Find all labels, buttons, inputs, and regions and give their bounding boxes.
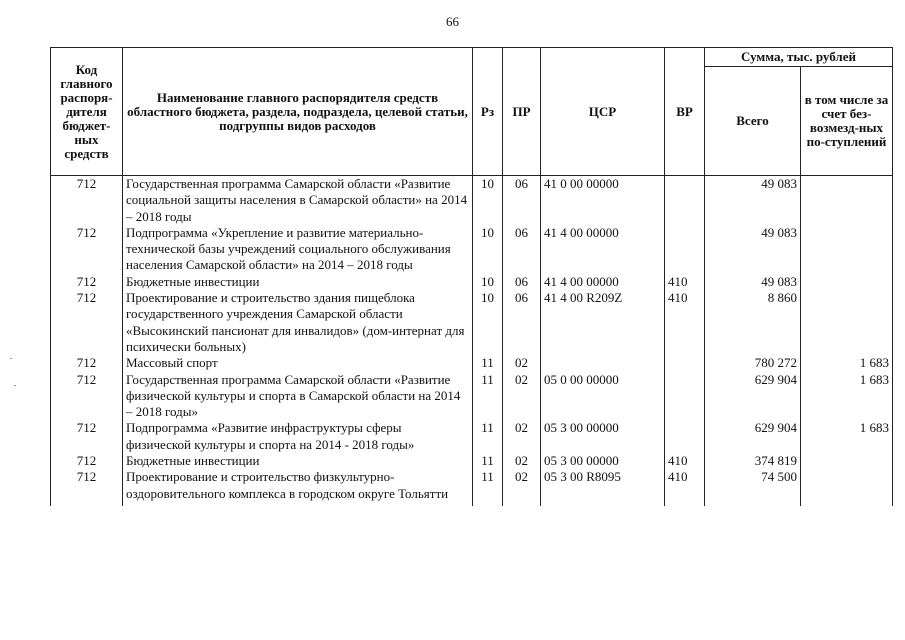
cell-grants: 1 683 [801,355,893,371]
cell-vr [665,372,705,421]
cell-rz: 11 [473,469,503,506]
header-name: Наименование главного распорядителя средств областного бюджета, раздела, подраздела, целевой статьи, подгруппы видов расходов [123,48,473,176]
cell-vr [665,225,705,274]
cell-rz: 11 [473,453,503,469]
cell-pr: 02 [503,469,541,506]
scan-speck [10,358,12,359]
cell-pr: 02 [503,355,541,371]
cell-total: 74 500 [705,469,801,506]
cell-grants [801,290,893,355]
cell-total: 8 860 [705,290,801,355]
header-code: Код главного распоря-дителя бюджет-ных средств [51,48,123,176]
cell-name: Государственная программа Самарской области «Развитие социальной защиты населения в Самарской области» на 2014 – 2018 годы [123,176,473,225]
cell-name: Бюджетные инвестиции [123,453,473,469]
cell-pr: 06 [503,176,541,225]
cell-vr: 410 [665,274,705,290]
cell-name: Проектирование и строительство физкультурно-оздоровительного комплекса в городском округе Тольятти [123,469,473,506]
table-row [51,176,893,225]
header-pr: ПР [503,48,541,176]
cell-vr: 410 [665,290,705,355]
cell-code: 712 [51,355,123,371]
cell-grants [801,274,893,290]
cell-code: 712 [51,290,123,355]
cell-name: Государственная программа Самарской области «Развитие физической культуры и спорта в Самарской области на 2014 – 2018 годы» [123,372,473,421]
cell-rz: 10 [473,290,503,355]
cell-grants [801,176,893,225]
table-row [51,290,893,355]
cell-rz: 10 [473,274,503,290]
table-row [51,453,893,469]
cell-pr: 06 [503,274,541,290]
cell-vr [665,355,705,371]
budget-table [50,47,893,506]
cell-csr: 05 3 00 00000 [541,453,665,469]
cell-csr: 41 4 00 00000 [541,274,665,290]
cell-code: 712 [51,453,123,469]
cell-csr: 41 4 00 R209Z [541,290,665,355]
cell-total: 629 904 [705,372,801,421]
header-vr: ВР [665,48,705,176]
table-row [51,469,893,506]
scan-speck [14,385,16,386]
cell-name: Бюджетные инвестиции [123,274,473,290]
cell-name: Подпрограмма «Развитие инфраструктуры сферы физической культуры и спорта на 2014 - 2018 годы» [123,420,473,453]
cell-total: 629 904 [705,420,801,453]
cell-code: 712 [51,372,123,421]
cell-code: 712 [51,225,123,274]
cell-pr: 02 [503,453,541,469]
cell-total: 374 819 [705,453,801,469]
header-rz: Рз [473,48,503,176]
cell-csr: 41 4 00 00000 [541,225,665,274]
cell-pr: 06 [503,225,541,274]
cell-total: 49 083 [705,274,801,290]
cell-rz: 10 [473,176,503,225]
cell-pr: 06 [503,290,541,355]
cell-csr: 05 3 00 00000 [541,420,665,453]
cell-rz: 10 [473,225,503,274]
cell-total: 49 083 [705,176,801,225]
cell-rz: 11 [473,372,503,421]
cell-rz: 11 [473,355,503,371]
page-number: 66 [446,14,459,29]
header-sum: Сумма, тыс. рублей [705,48,893,67]
cell-grants [801,469,893,506]
cell-vr: 410 [665,469,705,506]
header-csr: ЦСР [541,48,665,176]
cell-name: Массовый спорт [123,355,473,371]
table-row [51,372,893,421]
cell-name: Проектирование и строительство здания пищеблока государственного учреждения Самарской области «Высокинский пансионат для инвалидов» (дом-интернат для психически больных) [123,290,473,355]
header-total: Всего [705,67,801,176]
cell-grants: 1 683 [801,420,893,453]
cell-name: Подпрограмма «Укрепление и развитие материально-технической базы учреждений социального обслуживания населения Самарской области» на 2014 – 2018 годы [123,225,473,274]
cell-csr: 05 3 00 R8095 [541,469,665,506]
cell-total: 780 272 [705,355,801,371]
cell-total: 49 083 [705,225,801,274]
cell-code: 712 [51,274,123,290]
cell-rz: 11 [473,420,503,453]
table-row [51,225,893,274]
table-row [51,420,893,453]
cell-grants: 1 683 [801,372,893,421]
cell-csr: 41 0 00 00000 [541,176,665,225]
cell-vr [665,176,705,225]
header-grants: в том числе за счет без-возмезд-ных по-ступлений [801,67,893,176]
cell-code: 712 [51,469,123,506]
cell-csr [541,355,665,371]
cell-csr: 05 0 00 00000 [541,372,665,421]
cell-grants [801,225,893,274]
cell-pr: 02 [503,420,541,453]
cell-grants [801,453,893,469]
cell-code: 712 [51,420,123,453]
cell-code: 712 [51,176,123,225]
cell-vr: 410 [665,453,705,469]
cell-vr [665,420,705,453]
cell-pr: 02 [503,372,541,421]
table-row [51,355,893,371]
table-row [51,274,893,290]
